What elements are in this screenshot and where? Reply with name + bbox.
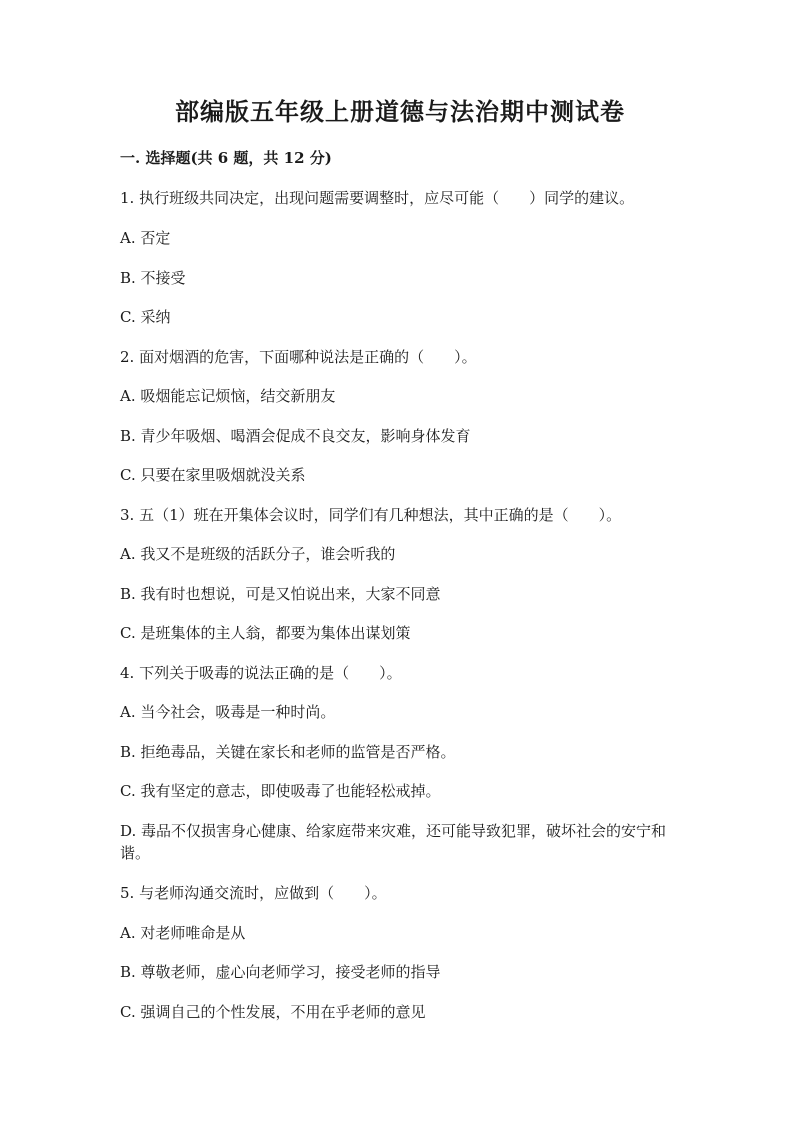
- question-4-stem: 4. 下列关于吸毒的说法正确的是（ ）。: [120, 664, 402, 682]
- question-3-option-b: B. 我有时也想说，可是又怕说出来，大家不同意: [120, 585, 441, 603]
- question-1-option-a: A. 否定: [120, 229, 171, 247]
- question-4-option-b: B. 拒绝毒品，关键在家长和老师的监管是否严格。: [120, 743, 456, 761]
- question-4-option-a: A. 当今社会，吸毒是一种时尚。: [120, 703, 336, 721]
- question-2-stem: 2. 面对烟酒的危害，下面哪种说法是正确的（ ）。: [120, 348, 477, 366]
- question-4-option-c: C. 我有坚定的意志，即使吸毒了也能轻松戒掉。: [120, 782, 441, 800]
- question-1-option-b: B. 不接受: [120, 269, 186, 287]
- question-2-option-b: B. 青少年吸烟、喝酒会促成不良交友，影响身体发育: [120, 427, 471, 445]
- question-5-option-b: B. 尊敬老师，虚心向老师学习，接受老师的指导: [120, 963, 441, 981]
- question-2-option-a: A. 吸烟能忘记烦恼，结交新朋友: [120, 387, 336, 405]
- question-3-stem: 3. 五（1）班在开集体会议时，同学们有几种想法，其中正确的是（ ）。: [120, 506, 622, 524]
- question-4-option-d: D. 毒品不仅损害身心健康、给家庭带来灾难，还可能导致犯罪，破坏社会的安宁和谐。: [120, 822, 667, 862]
- section-heading: 一. 选择题(共 6 题，共 12 分): [120, 149, 332, 167]
- question-5-option-c: C. 强调自己的个性发展，不用在乎老师的意见: [120, 1003, 426, 1021]
- question-5-stem: 5. 与老师沟通交流时，应做到（ ）。: [120, 884, 387, 902]
- question-2-option-c: C. 只要在家里吸烟就没关系: [120, 466, 306, 484]
- question-3-option-c: C. 是班集体的主人翁，都要为集体出谋划策: [120, 624, 411, 642]
- question-3-option-a: A. 我又不是班级的活跃分子，谁会听我的: [120, 545, 396, 563]
- question-1-option-c: C. 采纳: [120, 308, 171, 326]
- question-5-option-a: A. 对老师唯命是从: [120, 924, 246, 942]
- question-1-stem: 1. 执行班级共同决定，出现问题需要调整时，应尽可能（ ）同学的建议。: [120, 189, 635, 207]
- page-title: 部编版五年级上册道德与法治期中测试卷: [175, 97, 625, 126]
